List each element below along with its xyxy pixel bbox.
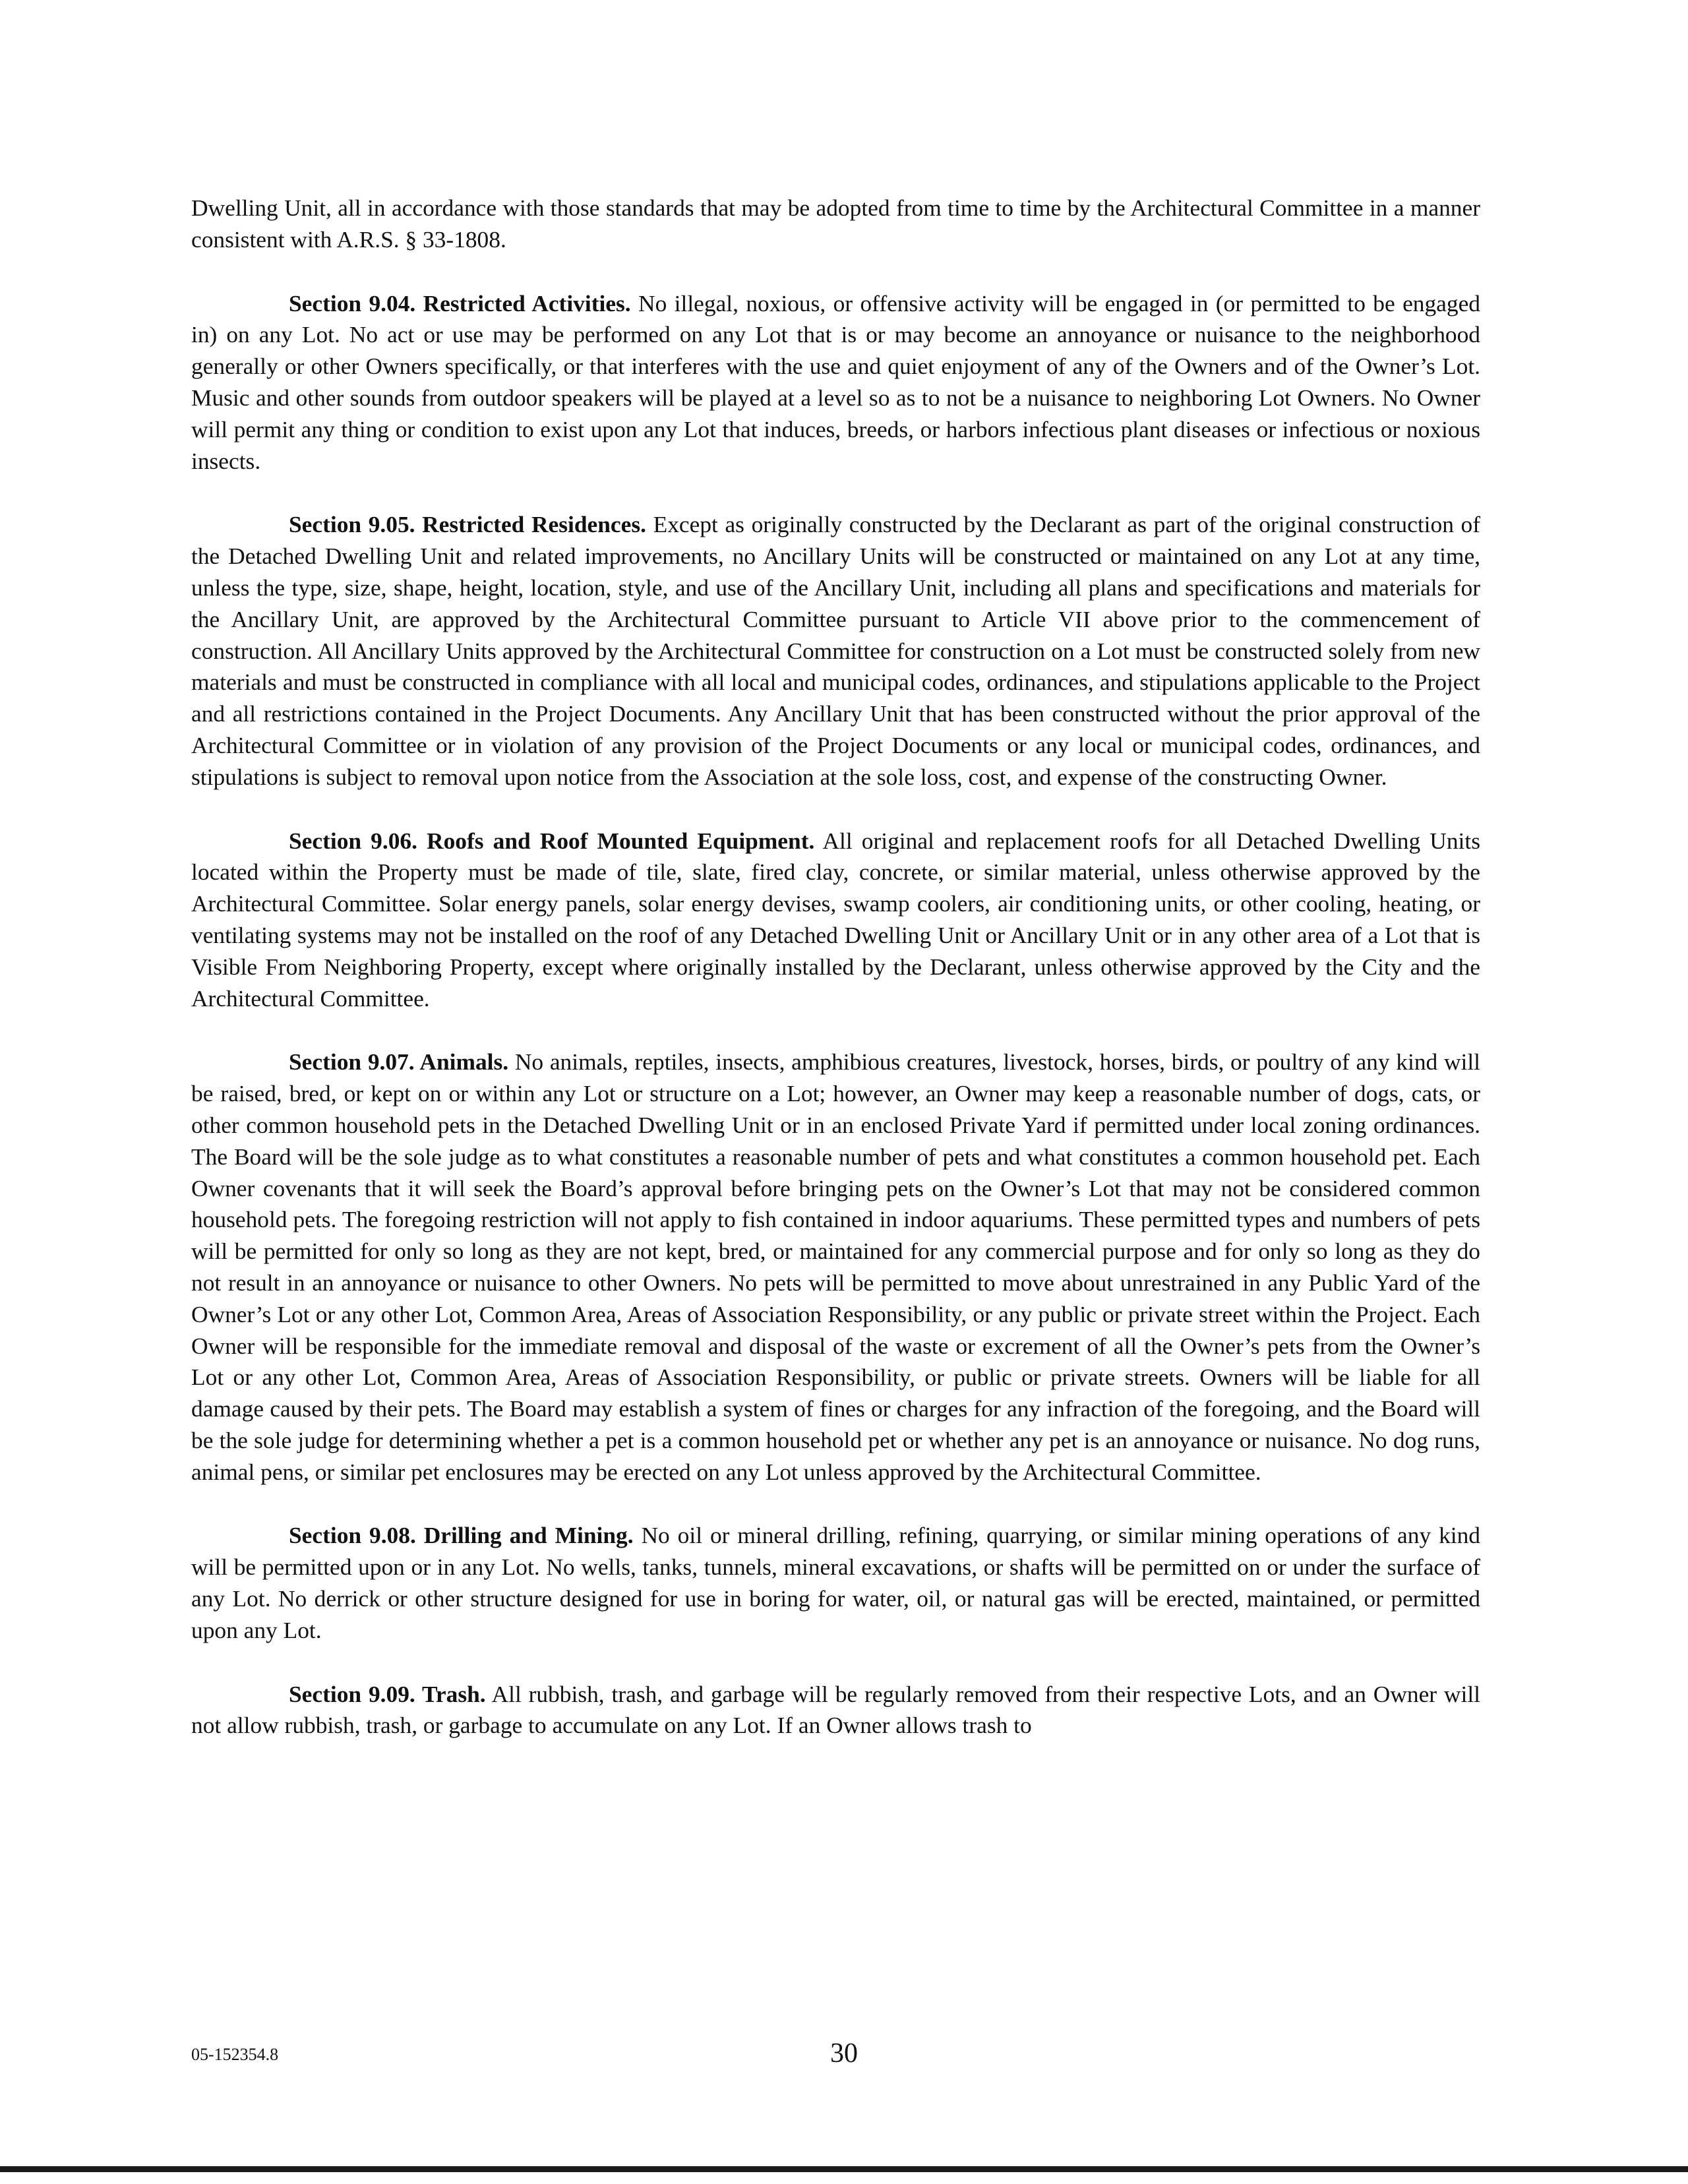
intro-paragraph: [191, 193, 1480, 256]
section-9-05-paragraph: [191, 509, 1480, 793]
section-9-06-heading: Section 9.06. Roofs and Roof Mounted Equipment.: [289, 827, 815, 854]
section-9-04-heading: Section 9.04. Restricted Activities.: [289, 289, 631, 317]
section-9-04-body: No illegal, noxious, or offensive activity will be engaged in (or permitted to be engaged in) on any Lot. No act or use may be performed on any Lot that is or may become an annoyance or nuisance to the neighborhood generally or other Owners specifically, or that interferes with the use and quiet enjoyment of any of the Owners and of the Owner’s Lot. Music and other sounds from outdoor speakers will be played at a level so as to not be a nuisance to neighboring Lot Owners. No Owner will permit any thing or condition to exist upon any Lot that induces, breeds, or harbors infectious plant diseases or infectious or noxious insects.: [191, 289, 1480, 474]
section-9-08-body: No oil or mineral drilling, refining, quarrying, or similar mining operations of any kind will be permitted upon or in any Lot. No wells, tanks, tunnels, mineral excavations, or shafts will be permitted on or under the surface of any Lot. No derrick or other structure designed for use in boring for water, oil, or natural gas will be erected, maintained, or permitted upon any Lot.: [191, 1522, 1480, 1643]
bottom-scan-edge: [0, 2166, 1688, 2172]
intro-text: Dwelling Unit, all in accordance with those standards that may be adopted from time to time by the Architectural Committee in a manner consistent with A.R.S. § 33-1808.: [191, 195, 1480, 253]
section-9-07-heading: Section 9.07. Animals.: [289, 1048, 509, 1076]
section-9-07-paragraph: [191, 1046, 1480, 1488]
section-9-04-paragraph: [191, 288, 1480, 477]
document-body: [191, 193, 1480, 1774]
section-9-09-heading: Section 9.09. Trash.: [289, 1680, 486, 1707]
section-9-06-paragraph: [191, 826, 1480, 1015]
section-9-07-body: No animals, reptiles, insects, amphibious creatures, livestock, horses, birds, or poultry of any kind will be raised, bred, or kept on or within any Lot or structure on a Lot; however, an Owner may keep a reasonable number of dogs, cats, or other common household pets in the Detached Dwelling Unit or in an enclosed Private Yard if permitted under local zoning ordinances. The Board will be the sole judge as to what constitutes a reasonable number of pets and what constitutes a common household pet. Each Owner covenants that it will seek the Board’s approval before bringing pets on the Owner’s Lot that may not be considered common household pets. The foregoing restriction will not apply to fish contained in indoor aquariums. These permitted types and numbers of pets will be permitted for only so long as they are not kept, bred, or maintained for any commercial purpose and for only so long as they do not result in an annoyance or nuisance to other Owners. No pets will be permitted to move about unrestrained in any Public Yard of the Owner’s Lot or any other Lot, Common Area, Areas of Association Responsibility, or any public or private street within the Project. Each Owner will be responsible for the immediate removal and disposal of the waste or excrement of all the Owner’s pets from the Owner’s Lot or any other Lot, Common Area, Areas of Association Responsibility, or public or private streets. Owners will be liable for all damage caused by their pets. The Board may establish a system of fines or charges for any infraction of the foregoing, and the Board will be the sole judge for determining whether a pet is a common household pet or whether any pet is an annoyance or nuisance. No dog runs, animal pens, or similar pet enclosures may be erected on any Lot unless approved by the Architectural Committee.: [191, 1048, 1481, 1485]
section-9-09-body: All rubbish, trash, and garbage will be regularly removed from their respective Lots, and an Owner will not allow rubbish, trash, or garbage to accumulate on any Lot. If an Owner allows trash to: [191, 1680, 1480, 1739]
section-9-06-body: All original and replacement roofs for all Detached Dwelling Units located within the Property must be made of tile, slate, fired clay, concrete, or similar material, unless otherwise approved by the Architectural Committee. Solar energy panels, solar energy devises, swamp coolers, air conditioning units, or other cooling, heating, or ventilating systems may not be installed on the roof of any Detached Dwelling Unit or Ancillary Unit or in any other area of a Lot that is Visible From Neighboring Property, except where originally installed by the Declarant, unless otherwise approved by the City and the Architectural Committee.: [191, 827, 1480, 1012]
document-code: 05-152354.8: [191, 2045, 279, 2064]
section-9-08-paragraph: [191, 1520, 1480, 1646]
section-9-09-paragraph: [191, 1679, 1480, 1742]
section-9-05-heading: Section 9.05. Restricted Residences.: [289, 511, 646, 538]
page-number: 30: [830, 2038, 858, 2069]
section-9-08-heading: Section 9.08. Drilling and Mining.: [289, 1522, 634, 1549]
section-9-05-body: Except as originally constructed by the Declarant as part of the original construction of the Detached Dwelling Unit and related improvements, no Ancillary Units will be constructed or maintained on any Lot at any time, unless the type, size, shape, height, location, style, and use of the Ancillary Unit, including all plans and specifications and materials for the Ancillary Unit, are approved by the Architectural Committee pursuant to Article VII above prior to the commencement of construction. All Ancillary Units approved by the Architectural Committee for construction on a Lot must be constructed solely from new materials and must be constructed in compliance with all local and municipal codes, ordinances, and stipulations applicable to the Project and all restrictions contained in the Project Documents. Any Ancillary Unit that has been constructed without the prior approval of the Architectural Committee or in violation of any provision of the Project Documents or any local or municipal codes, ordinances, and stipulations is subject to removal upon notice from the Association at the sole loss, cost, and expense of the constructing Owner.: [191, 511, 1480, 790]
